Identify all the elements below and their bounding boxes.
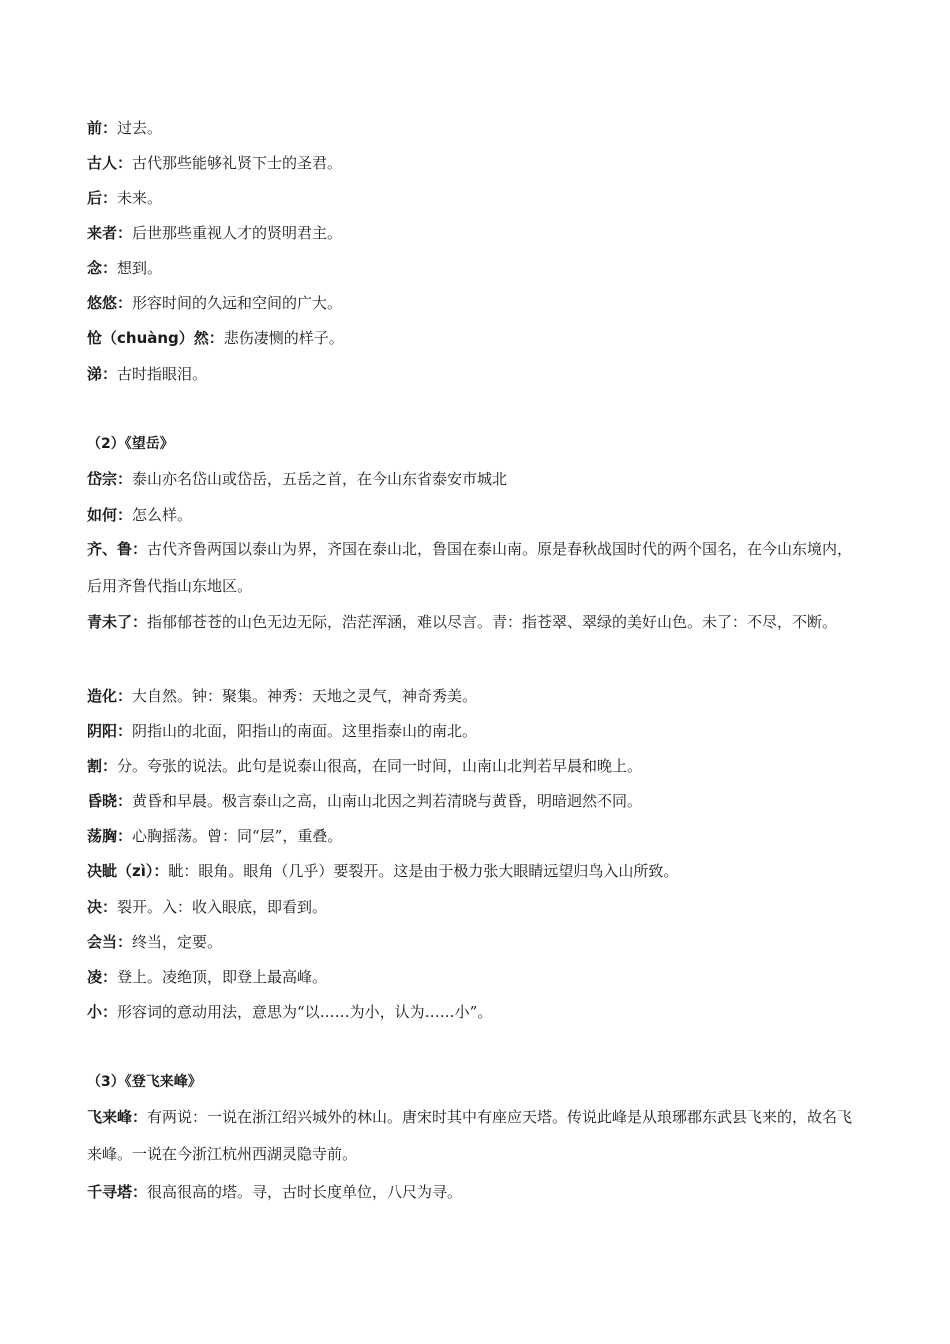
entry <box>87 188 867 208</box>
entry-definition: 形容时间的久远和空间的广大。 <box>132 294 343 312</box>
entry-term: 如何： <box>87 506 133 524</box>
entry-definition: 未来。 <box>117 189 163 207</box>
entry-definition: 指郁郁苍苍的山色无边无际，浩茫浑涵，难以尽言。青：指苍翠、翠绿的美好山色。未了：不尽，不断。 <box>147 613 838 631</box>
entry-term: 割： <box>87 757 118 775</box>
entry-definition: 形容词的意动用法，意思为“以……为小，认为……小”。 <box>117 1003 493 1021</box>
entry-definition: 眦：眼角。眼角（几乎）要裂开。这是由于极力张大眼睛远望归鸟入山所致。 <box>168 862 679 880</box>
entry <box>87 686 867 706</box>
entry <box>87 897 867 917</box>
entry-term: 来者： <box>87 224 133 242</box>
entry-term: 昏晓： <box>87 792 133 810</box>
entry <box>87 826 867 846</box>
entry-definition: 分。夸张的说法。此句是说泰山很高，在同一时间，山南山北判若早晨和晚上。 <box>117 757 643 775</box>
entry-term: 念： <box>87 259 118 277</box>
entry <box>87 531 867 605</box>
entry-term: 后： <box>87 189 118 207</box>
entry-definition: 古代齐鲁两国以泰山为界，齐国在泰山北，鲁国在泰山南。原是春秋战国时代的两个国名，在今山东境内，后用齐鲁代指山东地区。 <box>87 540 853 595</box>
entry <box>87 223 867 243</box>
entry <box>87 967 867 987</box>
entry <box>87 328 867 348</box>
entry-definition: 很高很高的塔。寻，古时长度单位，八尺为寻。 <box>147 1183 463 1201</box>
entry <box>87 364 867 384</box>
section-heading: （3）《登飞来峰》 <box>87 1074 202 1090</box>
entry <box>87 1099 867 1173</box>
entry-definition: 终当，定要。 <box>132 933 223 951</box>
entry <box>87 469 867 489</box>
entry <box>87 604 867 641</box>
entry-definition: 怎么样。 <box>132 506 193 524</box>
entry <box>87 756 867 776</box>
entry-term: 悠悠： <box>87 294 133 312</box>
entry <box>87 153 867 173</box>
entry-definition: 心胸摇荡。曾：同“层”，重叠。 <box>132 827 343 845</box>
entry-definition: 悲伤凄恻的样子。 <box>223 329 344 347</box>
section-heading: （2）《望岳》 <box>87 436 174 452</box>
entry-term: 怆（chuàng）然： <box>87 329 224 347</box>
entry-definition: 大自然。钟：聚集。神秀：天地之灵气，神奇秀美。 <box>132 687 478 705</box>
entry <box>87 721 867 741</box>
entry <box>87 1182 867 1202</box>
entry-term: 荡胸： <box>87 827 133 845</box>
entry-definition: 后世那些重视人才的贤明君主。 <box>132 224 343 242</box>
entry-definition: 过去。 <box>117 119 163 137</box>
entry-term: 涕： <box>87 365 118 383</box>
entry-term: 千寻塔： <box>87 1183 148 1201</box>
entry <box>87 118 867 138</box>
entry-term: 决： <box>87 898 118 916</box>
entry-term: 阴阳： <box>87 722 133 740</box>
entry-definition: 裂开。入：收入眼底，即看到。 <box>117 898 328 916</box>
entry-definition: 阴指山的北面，阳指山的南面。这里指泰山的南北。 <box>132 722 478 740</box>
entry-term: 决眦（zì）： <box>87 862 169 880</box>
entry <box>87 1002 867 1022</box>
entry-term: 齐、鲁： <box>87 540 148 558</box>
entry-term: 小： <box>87 1003 118 1021</box>
entry-definition: 登上。凌绝顶，即登上最高峰。 <box>117 968 328 986</box>
entry-term: 造化： <box>87 687 133 705</box>
entry <box>87 932 867 952</box>
entry-term: 古人： <box>87 154 133 172</box>
entry-term: 飞来峰： <box>87 1108 148 1126</box>
entry-term: 青未了： <box>87 613 148 631</box>
entry <box>87 791 867 811</box>
entry-term: 前： <box>87 119 118 137</box>
entry <box>87 861 867 881</box>
entry-definition: 想到。 <box>117 259 163 277</box>
entry-term: 会当： <box>87 933 133 951</box>
entry <box>87 505 867 525</box>
entry-definition: 古代那些能够礼贤下士的圣君。 <box>132 154 343 172</box>
entry-definition: 泰山亦名岱山或岱岳，五岳之首，在今山东省泰安市城北 <box>132 470 508 488</box>
entry-definition: 古时指眼泪。 <box>117 365 208 383</box>
entry-term: 岱宗： <box>87 470 133 488</box>
entry-definition: 黄昏和早晨。极言泰山之高，山南山北因之判若清晓与黄昏，明暗迥然不同。 <box>132 792 643 810</box>
entry-term: 凌： <box>87 968 118 986</box>
entry <box>87 293 867 313</box>
entry <box>87 258 867 278</box>
entry-definition: 有两说：一说在浙江绍兴城外的林山。唐宋时其中有座应天塔。传说此峰是从琅琊郡东武县飞来的，故名飞来峰。一说在今浙江杭州西湖灵隐寺前。 <box>87 1108 853 1163</box>
